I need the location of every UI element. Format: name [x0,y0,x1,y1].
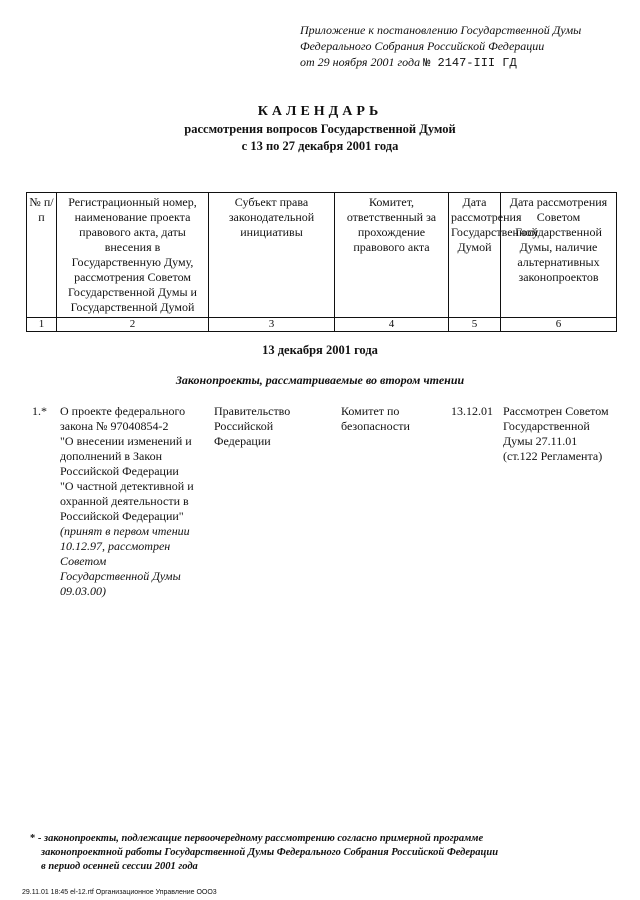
footnote [30,832,590,874]
date-heading: 13 декабря 2001 года [262,343,378,357]
header-number-row [27,318,617,332]
section-heading: Законопроекты, рассматриваемые во втором чтении [175,373,465,387]
item-title-line: дополнений в Закон [60,449,163,463]
item-result-line: Государственной [503,419,590,433]
item-subject-line: Российской [214,419,274,433]
item-note-line: Советом [60,554,107,568]
item-note-line: Государственной Думы [60,569,181,583]
item-title-line: "О внесении изменений и [60,434,192,448]
item-title-line: "О частной детективной и [60,479,194,493]
appendix-date: от 29 ноября 2001 года [300,55,421,69]
item-title-line: охранной деятельности в [60,494,189,508]
header-col-committee: Комитет, ответственный за прохождение правового акта [335,193,449,318]
item-title-line: Российской Федерации [60,464,179,478]
item-subject-line: Федерации [214,434,271,448]
document-subtitle-2: с 13 по 27 декабря 2001 года [241,139,399,153]
column-number-4: 4 [335,318,449,332]
appendix-line-2: Федерального Собрания Российской Федерации [300,39,545,53]
item-title-line: О проекте федерального [60,404,186,418]
footnote-text-2: законопроектной работы Государственной Думы Федерального Собрания Российской Федерации [41,847,499,858]
item-note-line: (принят в первом чтении [60,524,190,538]
header-col-number: № п/п [27,193,57,318]
item-title-line: закона № 97040854-2 [60,419,169,433]
appendix-line-3 [300,54,581,71]
appendix-note [300,22,581,71]
item-title-line: Российской Федерации" [60,509,184,523]
document-subtitle-1: рассмотрения вопросов Государственной Думой [184,122,456,136]
item-council-result [503,404,623,464]
item-result-line: (ст.122 Регламента) [503,449,603,463]
header-col-duma-date: Дата рассмотрения Государственной Думой [449,193,501,318]
appendix-line-1: Приложение к постановлению Государственной Думы [300,23,582,37]
column-number-2: 2 [57,318,209,332]
item-result-line: Рассмотрен Советом [503,404,609,418]
footnote-text-3: в период осенней сессии 2001 года [41,861,198,872]
item-subject [214,404,324,449]
item-result-line: Думы 27.11.01 [503,434,578,448]
header-row [27,193,617,318]
column-number-6: 6 [501,318,617,332]
header-col-subject: Субъект права законодательной инициативы [209,193,335,318]
header-col-registration: Регистрационный номер, наименование проекта правового акта, даты внесения в Государственную Думу, рассмотрения Советом Государственной Думы и Государственной Думой [57,193,209,318]
item-number: 1.* [32,404,47,418]
appendix-number: № 2147-III ГД [423,56,517,70]
column-number-5: 5 [449,318,501,332]
item-committee-line: Комитет по [341,404,400,418]
column-number-3: 3 [209,318,335,332]
footnote-text-1: законопроекты, подлежащие первоочередному рассмотрению согласно примерной программе [44,833,484,844]
footnote-line-1 [30,832,590,846]
document-title: КАЛЕНДАРЬ [257,104,383,119]
item-subject-line: Правительство [214,404,291,418]
header-col-council-date: Дата рассмотрения Советом Государственной Думы, наличие альтернативных законопроектов [501,193,617,318]
item-duma-date: 13.12.01 [451,404,493,418]
item-committee-line: безопасности [341,419,410,433]
item-note-line: 10.12.97, рассмотрен [60,539,171,553]
item-title [60,404,206,599]
item-note-line: 09.03.00) [60,584,106,598]
item-committee [341,404,441,434]
page-footer: 29.11.01 18:45 el-12.rtf Организационное Управление ООО3 [22,889,217,896]
calendar-header-table [26,192,617,332]
column-number-1: 1 [27,318,57,332]
footnote-star: * - [30,833,42,844]
